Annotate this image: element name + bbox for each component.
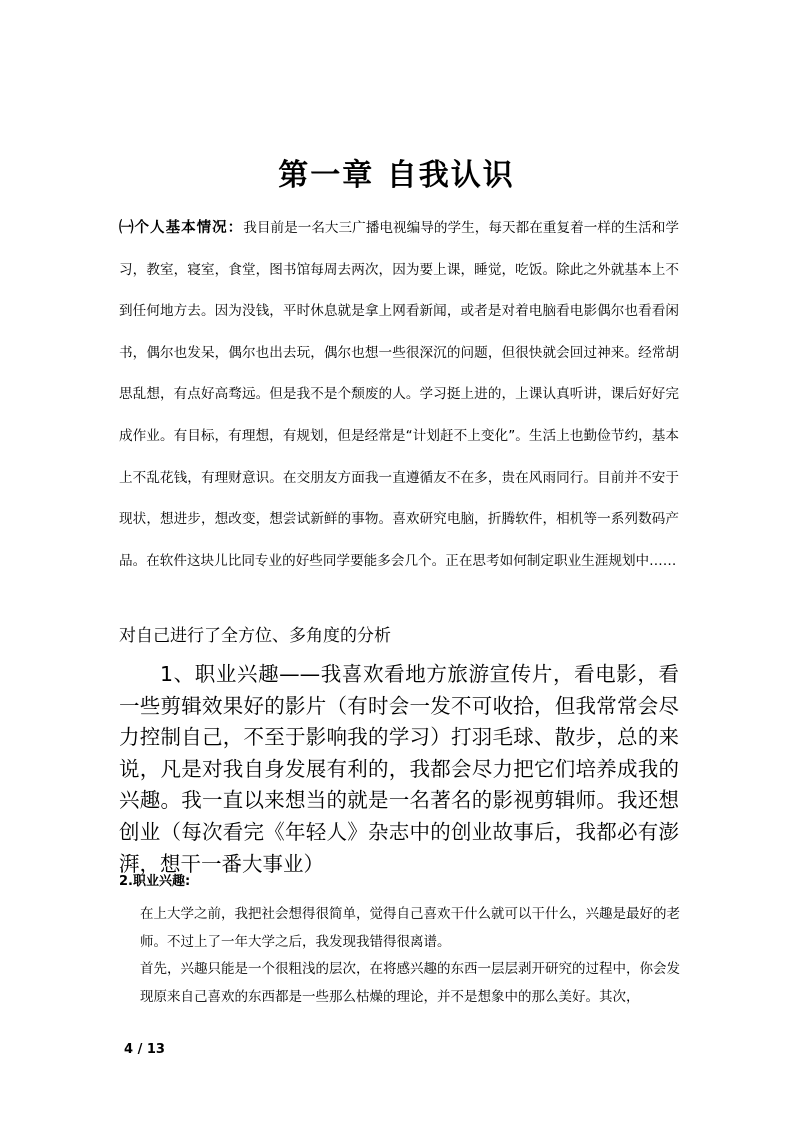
career-interest-label: 2.职业兴趣: <box>119 874 191 889</box>
career-interest-paragraph-1: 在上大学之前，我把社会想得很简单，觉得自己喜欢干什么就可以干什么，兴趣是最好的老师。不过上了一年大学之后，我发现我错得很离谱。 <box>140 906 680 950</box>
page-number: 4 / 13 <box>124 1042 165 1057</box>
career-interest-body <box>140 901 680 1011</box>
analysis-subheading: 对自己进行了全方位、多角度的分析 <box>119 626 391 646</box>
interest-paragraph: 1、职业兴趣——我喜欢看地方旅游宣传片，看电影，看一些剪辑效果好的影片（有时会一发不可收拾，但我常常会尽力控制自己，不至于影响我的学习）打羽毛球、散步，总的来说，凡是对我自身发展有利的，我都会尽力把它们培养成我的兴趣。我一直以来想当的就是一名著名的影视剪辑师。我还想创业（每次看完《年轻人》杂志中的创业故事后，我都必有澎湃，想干一番大事业） <box>119 662 679 876</box>
career-interest-paragraph-2: 首先，兴趣只能是一个很粗浅的层次，在将感兴趣的东西一层层剥开研究的过程中，你会发现原来自己喜欢的东西都是一些那么枯燥的理论，并不是想象中的那么美好。其次， <box>140 961 680 1005</box>
basic-info-body: 我目前是一名大三广播电视编导的学生，每天都在重复着一样的生活和学习，教室，寝室，食堂，图书馆每周去两次，因为要上课，睡觉，吃饭。除此之外就基本上不到任何地方去。因为没钱，平时休息就是拿上网看新闻，或者是对着电脑看电影偶尔也看看闲书，偶尔也发呆，偶尔也出去玩，偶尔也想一些很深沉的问题，但很快就会回过神来。经常胡思乱想，有点好高骛远。但是我不是个颓废的人。学习挺上进的，上课认真听讲，课后好好完成作业。有目标，有理想，有规划，但是经常是“计划赶不上变化”。生活上也勤俭节约，基本上不乱花钱，有理财意识。在交朋友方面我一直遵循友不在多，贵在风雨同行。目前并不安于现状，想进步，想改变，想尝试新鲜的事物。喜欢研究电脑，折腾软件，相机等一系列数码产品。在软件这块儿比同专业的好些同学要能多会几个。正在思考如何制定职业生涯规划中…… <box>119 220 680 569</box>
basic-info-heading: ㈠个人基本情况： <box>119 220 244 236</box>
basic-info-paragraph <box>119 208 679 582</box>
chapter-title: 第一章 自我认识 <box>278 158 515 193</box>
